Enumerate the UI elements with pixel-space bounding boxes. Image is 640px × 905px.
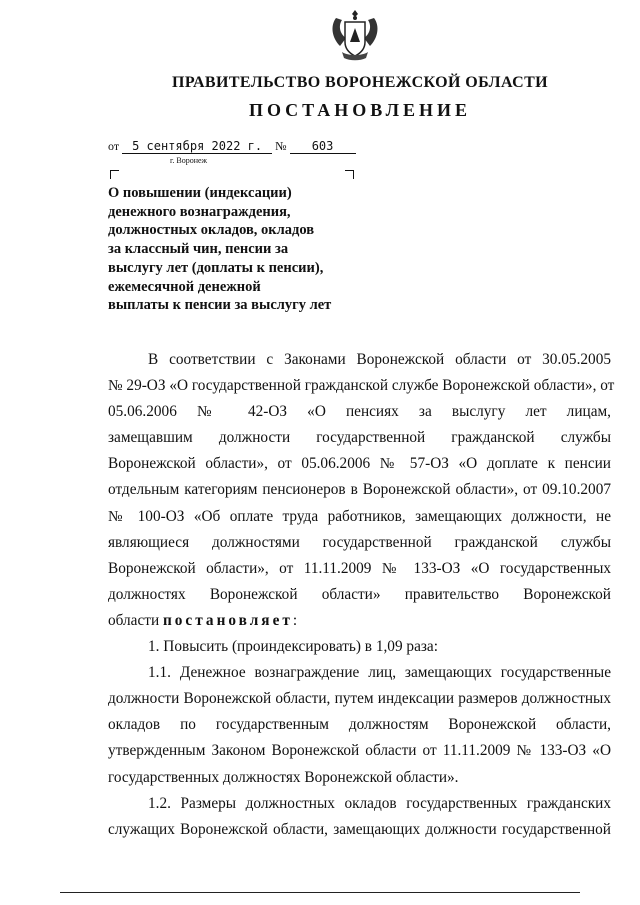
subject-line: денежного вознаграждения, xyxy=(108,203,291,220)
footer-rule xyxy=(60,892,580,893)
body-line: утвержденным Законом Воронежской области от 11.11.2009 № 133-ОЗ «О xyxy=(108,742,611,760)
date-prefix: от xyxy=(108,139,120,153)
document-city: г. Воронеж xyxy=(170,156,208,165)
document-subject xyxy=(108,184,358,315)
subject-line: за классный чин, пенсии за xyxy=(108,241,289,258)
body-line: 05.06.2006 № 42-ОЗ «О пенсиях за выслугу лет лицам, xyxy=(108,403,611,421)
body-line: 1. Повысить (проиндексировать) в 1,09 раза: xyxy=(148,638,438,656)
resolves-word: постановляет xyxy=(162,611,293,629)
body-line: 1.1. Денежное вознаграждение лиц, замещающих государственные xyxy=(148,664,611,682)
body-line: В соответствии с Законами Воронежской области от 30.05.2005 xyxy=(148,351,611,368)
subject-line: ежемесячной денежной xyxy=(108,278,261,295)
body-line: должностях Воронежской области» правительство Воронежской xyxy=(108,585,611,603)
body-line: должности Воронежской области, путем индексации размеров должностных xyxy=(108,690,611,708)
subject-line: выплаты к пенсии за выслугу лет xyxy=(108,297,332,314)
body-line-resolution xyxy=(108,608,611,634)
body-line: замещавшим должности государственной гражданской службы xyxy=(108,429,611,447)
body-line: окладов по государственным должностям Воронежской области, xyxy=(108,716,611,734)
coat-of-arms-icon xyxy=(328,8,382,64)
body-line: № 100-ОЗ «Об оплате труда работников, замещающих должности, не xyxy=(108,507,611,525)
document-number: 603 xyxy=(290,140,356,154)
number-sign: № xyxy=(275,139,287,153)
authority-name: ПРАВИТЕЛЬСТВО ВОРОНЕЖСКОЙ ОБЛАСТИ xyxy=(171,74,549,91)
subject-corner-left xyxy=(110,170,119,179)
body-line: № 29-ОЗ «О государственной гражданской службе Воронежской области», от xyxy=(108,377,615,395)
body-line: являющиеся должностями государственной гражданской службы xyxy=(108,533,611,551)
date-number-line xyxy=(108,139,356,154)
body-line: 1.2. Размеры должностных окладов государственных гражданских xyxy=(148,794,611,812)
region-word: области xyxy=(108,611,160,629)
subject-line: выслугу лет (доплаты к пенсии), xyxy=(108,259,324,276)
body-line: государственных должностях Воронежской области». xyxy=(108,768,459,786)
body-line: Воронежской области», от 05.06.2006 № 57-ОЗ «О доплате к пенсии xyxy=(108,455,611,473)
subject-line: должностных окладов, окладов xyxy=(108,222,315,239)
document-type: ПОСТАНОВЛЕНИЕ xyxy=(248,100,472,120)
document-date: 5 сентября 2022 г. xyxy=(122,140,272,154)
colon: : xyxy=(292,611,298,629)
body-line: служащих Воронежской области, замещающих должности государственной xyxy=(108,820,611,838)
subject-line: О повышении (индексации) xyxy=(108,185,292,201)
body-line: отдельным категориям пенсионеров в Воронежской области», от 09.10.2007 xyxy=(108,481,611,499)
document-body xyxy=(108,347,615,843)
subject-corner-right xyxy=(345,170,354,179)
body-line: Воронежской области», от 11.11.2009 № 133-ОЗ «О государственных xyxy=(108,559,611,577)
